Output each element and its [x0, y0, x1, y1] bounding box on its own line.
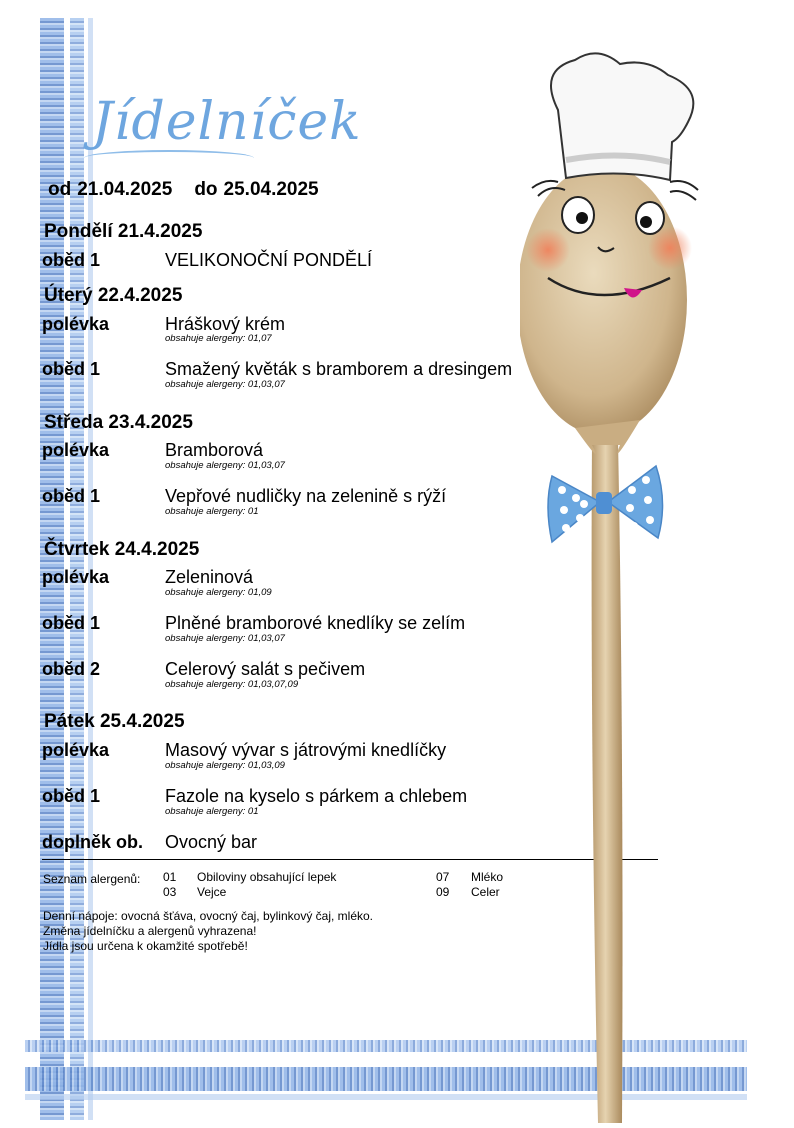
- allergen-code: 01: [163, 870, 177, 884]
- date-range: [48, 179, 325, 201]
- menu-label: oběd 1: [42, 613, 101, 633]
- menu-label: doplněk ob.: [42, 832, 143, 852]
- allergen-code: 09: [436, 885, 450, 899]
- menu-allergens: obsahuje alergeny: 01,03,07,09: [165, 679, 299, 690]
- notes: [43, 909, 373, 954]
- menu-label: oběd 1: [42, 786, 101, 806]
- date-to-label: do: [194, 179, 218, 200]
- menu-allergens: obsahuje alergeny: 01: [165, 806, 259, 817]
- menu-dish: Plněné bramborové knedlíky se zelím: [165, 613, 466, 633]
- menu-allergens: obsahuje alergeny: 01,03,09: [165, 760, 285, 771]
- note-drinks: Denní nápoje: ovocná šťáva, ovocný čaj, bylinkový čaj, mléko.: [43, 909, 374, 923]
- menu-label: oběd 1: [42, 486, 101, 506]
- menu-allergens: obsahuje alergeny: 01,09: [165, 587, 272, 598]
- menu-dish: Celerový salát s pečivem: [165, 659, 366, 679]
- allergen-name: Obiloviny obsahující lepek: [197, 870, 337, 884]
- menu-label: oběd 2: [42, 659, 101, 679]
- date-from-label: od: [48, 179, 72, 200]
- allergen-name: Vejce: [197, 885, 227, 899]
- allergen-list-label: Seznam alergenů:: [43, 872, 141, 886]
- day-heading-thursday: Čtvrtek 24.4.2025: [44, 539, 200, 560]
- menu-dish: Vepřové nudličky na zelenině s rýží: [165, 486, 447, 506]
- allergen-code: 03: [163, 885, 177, 899]
- menu-label: polévka: [42, 740, 110, 760]
- menu-allergens: obsahuje alergeny: 01: [165, 506, 259, 517]
- menu-dish: VELIKONOČNÍ PONDĚLÍ: [165, 250, 373, 270]
- menu-dish: Smažený květák s bramborem a dresingem: [165, 359, 513, 379]
- menu-label: oběd 1: [42, 250, 101, 270]
- day-heading-friday: Pátek 25.4.2025: [44, 711, 185, 732]
- menu-allergens: obsahuje alergeny: 01,03,07: [165, 379, 285, 390]
- menu-allergens: obsahuje alergeny: 01,03,07: [165, 633, 285, 644]
- title-swash: [84, 150, 254, 166]
- menu-allergens: obsahuje alergeny: 01,07: [165, 333, 272, 344]
- day-heading-tuesday: Úterý 22.4.2025: [44, 285, 183, 306]
- menu-allergens: obsahuje alergeny: 01,03,07: [165, 460, 285, 471]
- date-to: 25.04.2025: [223, 179, 319, 200]
- allergen-name: Celer: [471, 885, 500, 899]
- menu-label: polévka: [42, 567, 110, 587]
- note-consumption: Jídla jsou určena k okamžité spotřebě!: [43, 939, 248, 953]
- menu-dish: Ovocný bar: [165, 832, 258, 852]
- day-heading-monday: Pondělí 21.4.2025: [44, 221, 203, 242]
- menu-label: oběd 1: [42, 359, 101, 379]
- chef-spoon-illustration: [520, 50, 740, 1123]
- day-heading-wednesday: Středa 23.4.2025: [44, 412, 193, 433]
- menu-dish: Zeleninová: [165, 567, 254, 587]
- menu-label: polévka: [42, 314, 110, 334]
- menu-label: polévka: [42, 440, 110, 460]
- menu-dish: Fazole na kyselo s párkem a chlebem: [165, 786, 468, 806]
- menu-dish: Bramborová: [165, 440, 264, 460]
- allergen-code: 07: [436, 870, 450, 884]
- spoon-illustration: [520, 50, 740, 1123]
- allergen-name: Mléko: [471, 870, 504, 884]
- page-title: Jídelníček: [92, 92, 362, 152]
- menu-dish: Masový vývar s játrovými knedlíčky: [165, 740, 447, 760]
- date-from: 21.04.2025: [77, 179, 173, 200]
- menu-dish: Hráškový krém: [165, 314, 286, 334]
- note-changes: Změna jídelníčku a alergenů vyhrazena!: [43, 924, 257, 938]
